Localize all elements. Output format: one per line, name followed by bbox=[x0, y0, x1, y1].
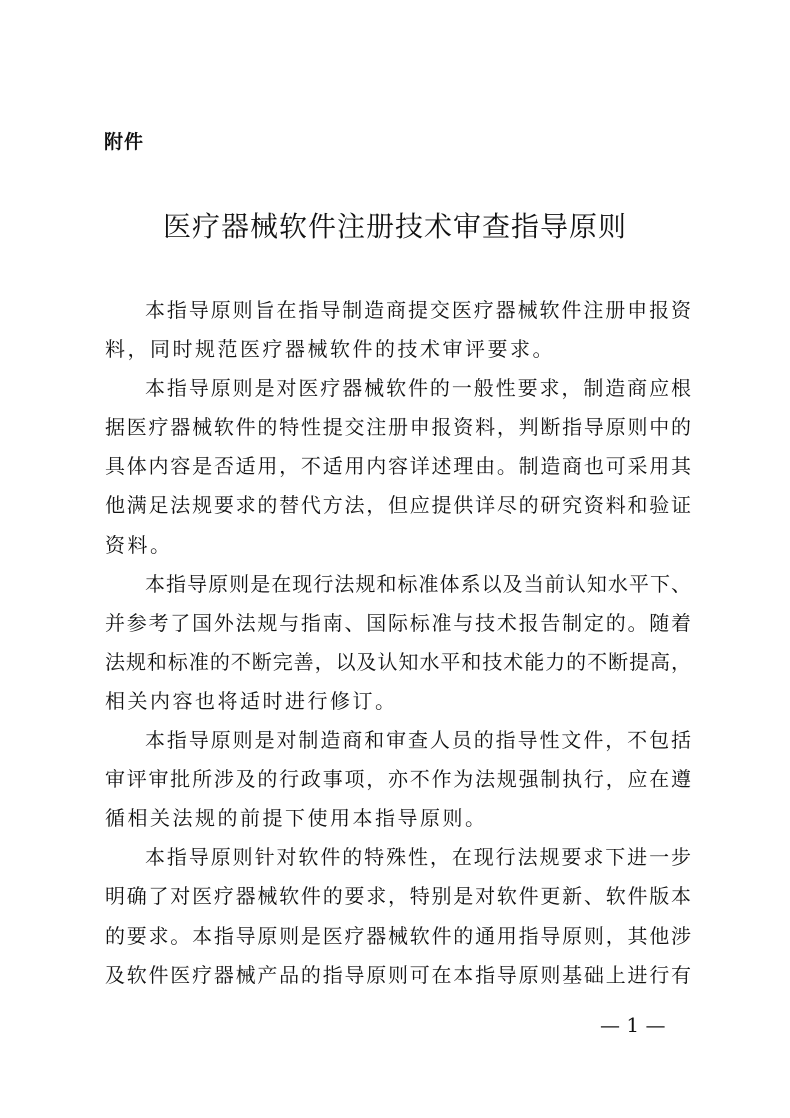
page-number: — 1 — bbox=[600, 1013, 666, 1037]
paragraph-line: 循相关法规的前提下使用本指导原则。 bbox=[105, 806, 488, 831]
paragraph-line: 明确了对医疗器械软件的要求，特别是对软件更新、软件版本 bbox=[105, 884, 691, 909]
paragraph bbox=[105, 291, 691, 369]
paragraph-line: 的要求。本指导原则是医疗器械软件的通用指导原则，其他涉 bbox=[105, 923, 691, 948]
paragraph-line: 具体内容是否适用，不适用内容详述理由。制造商也可采用其 bbox=[105, 454, 691, 479]
paragraph bbox=[105, 565, 691, 721]
paragraph-line: 料，同时规范医疗器械软件的技术审评要求。 bbox=[105, 337, 555, 362]
document-body bbox=[105, 291, 691, 995]
paragraph-line: 本指导原则是对医疗器械软件的一般性要求，制造商应根 bbox=[145, 376, 691, 401]
paragraph-line: 本指导原则是对制造商和审查人员的指导性文件，不包括 bbox=[145, 728, 691, 753]
paragraph-line: 及软件医疗器械产品的指导原则可在本指导原则基础上进行有 bbox=[105, 962, 691, 987]
paragraph-line: 据医疗器械软件的特性提交注册申报资料，判断指导原则中的 bbox=[105, 415, 691, 440]
paragraph-line: 资料。 bbox=[105, 532, 173, 557]
paragraph-line: 他满足法规要求的替代方法，但应提供详尽的研究资料和验证 bbox=[105, 493, 691, 518]
paragraph-line: 并参考了国外法规与指南、国际标准与技术报告制定的。随着 bbox=[105, 610, 691, 635]
paragraph-line: 相关内容也将适时进行修订。 bbox=[105, 688, 398, 713]
paragraph bbox=[105, 369, 691, 564]
paragraph-line: 审评审批所涉及的行政事项，亦不作为法规强制执行，应在遵 bbox=[105, 767, 691, 792]
attachment-label: 附件 bbox=[104, 131, 145, 153]
paragraph bbox=[105, 721, 691, 838]
paragraph bbox=[105, 838, 691, 994]
paragraph-line: 本指导原则针对软件的特殊性，在现行法规要求下进一步 bbox=[145, 845, 691, 870]
paragraph-line: 本指导原则旨在指导制造商提交医疗器械软件注册申报资 bbox=[145, 298, 691, 322]
paragraph-line: 法规和标准的不断完善，以及认知水平和技术能力的不断提高， bbox=[105, 649, 691, 674]
document-title: 医疗器械软件注册技术审查指导原则 bbox=[162, 210, 627, 243]
paragraph-line: 本指导原则是在现行法规和标准体系以及当前认知水平下、 bbox=[145, 571, 691, 596]
